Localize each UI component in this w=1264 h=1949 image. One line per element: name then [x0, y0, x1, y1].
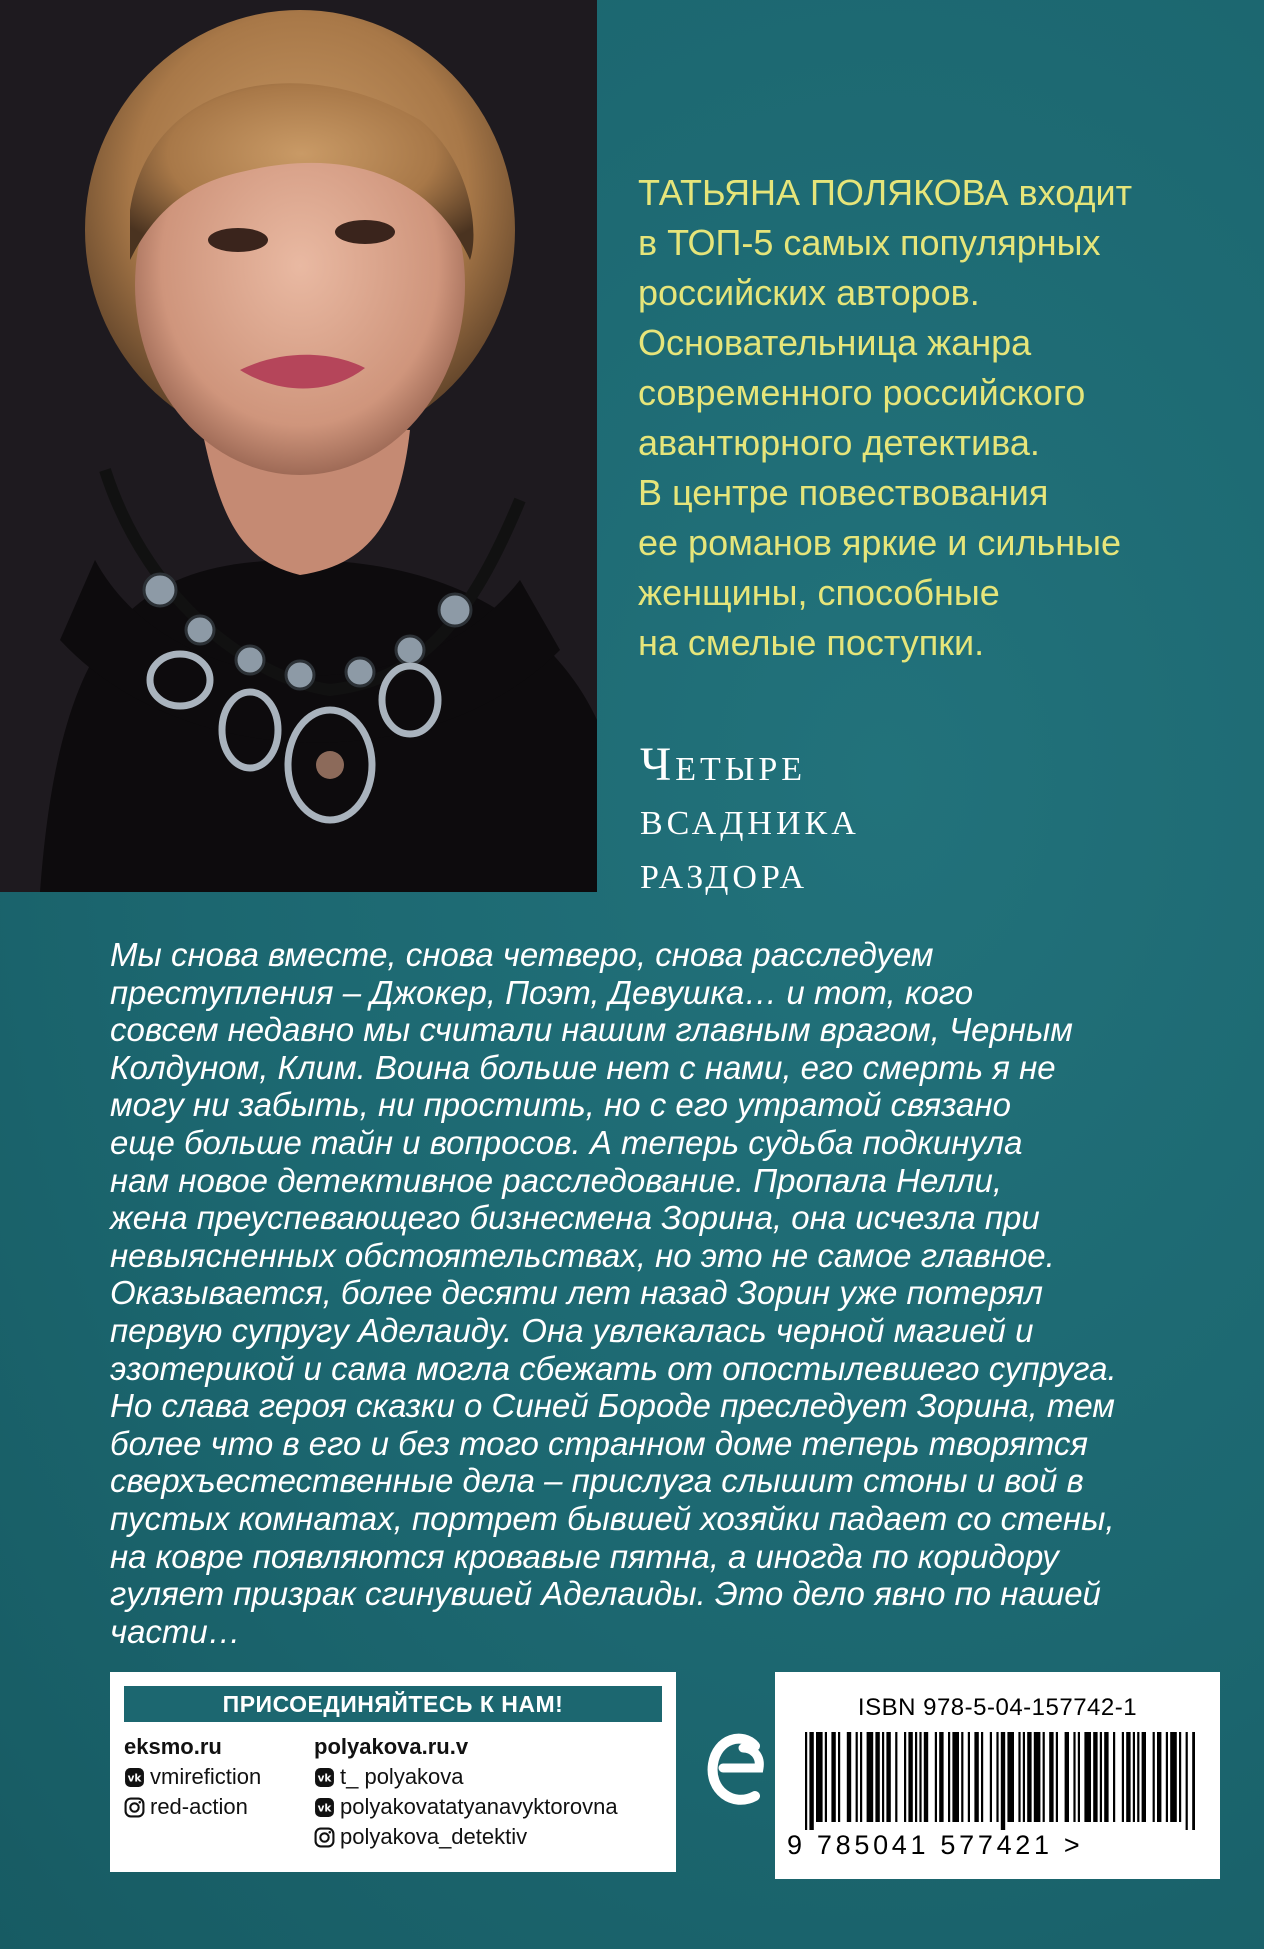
- barcode-bar: [860, 1732, 862, 1822]
- barcode-bar: [974, 1732, 978, 1822]
- annotation-line: невыясненных обстоятельствах, но это не самое главное.: [110, 1236, 1055, 1274]
- barcode-bar: [1043, 1732, 1045, 1822]
- annotation-line: гуляет призрак сгинувшей Аделаиды. Это дело явно по нашей: [110, 1575, 1101, 1613]
- barcode-bar: [981, 1732, 983, 1822]
- barcode-bar: [1122, 1732, 1124, 1822]
- barcode-bar: [990, 1732, 992, 1822]
- barcode-bar: [882, 1732, 884, 1822]
- barcode-bar: [838, 1732, 840, 1822]
- annotation-line: более что в его и без того странном доме теперь творятся: [110, 1424, 1088, 1462]
- eksmo-logo-icon: [703, 1718, 773, 1818]
- barcode-bar: [961, 1732, 963, 1822]
- social-link[interactable]: [124, 1792, 314, 1822]
- social-link-text: t_ polyakova: [340, 1764, 464, 1789]
- social-column-publisher: [124, 1732, 314, 1852]
- title-line: раздора: [640, 846, 809, 899]
- social-link-text: polyakova_detektiv: [340, 1824, 528, 1849]
- svg-text:vk: vk: [317, 1772, 332, 1785]
- barcode-bar: [996, 1732, 998, 1822]
- publisher-site-link[interactable]: eksmo.ru: [124, 1734, 222, 1759]
- annotation-line: Оказывается, более десяти лет назад Зорин уже потерял: [110, 1274, 1044, 1312]
- barcode-bar: [924, 1732, 928, 1822]
- annotation-line: жена преуспевающего бизнесмена Зорина, она исчезла при: [110, 1199, 1040, 1237]
- annotation-line: Колдуном, Клим. Воина больше нет с нами, его смерть я не: [110, 1048, 1056, 1086]
- title-line: Четыре: [640, 738, 807, 791]
- barcode-bar: [1084, 1732, 1091, 1822]
- barcode-bar: [1078, 1732, 1080, 1822]
- barcode-bar: [1179, 1732, 1181, 1822]
- blurb-line: В центре повествования: [638, 472, 1049, 513]
- barcode-bar: [1007, 1732, 1014, 1822]
- barcode-bar: [1113, 1732, 1115, 1822]
- barcode-bar: [908, 1732, 912, 1822]
- svg-text:vk: vk: [127, 1772, 142, 1785]
- barcode-bar: [895, 1732, 897, 1822]
- barcode-bar: [1192, 1732, 1195, 1830]
- annotation-line: эзотерикой и сама могла сбежать от опостылевшего супруга.: [110, 1349, 1117, 1387]
- barcode-bar: [952, 1732, 959, 1822]
- barcode-bar: [904, 1732, 906, 1822]
- blurb-line: ее романов яркие и сильные: [638, 522, 1122, 563]
- barcode-bar: [1018, 1732, 1020, 1822]
- barcode-digits: 9 785041 577421 >: [787, 1830, 1084, 1860]
- instagram-icon: [314, 1827, 335, 1848]
- barcode-bar: [1065, 1732, 1069, 1822]
- title-line: всадника: [640, 792, 860, 845]
- annotation-line: совсем недавно мы считали нашим главным врагом, Черным: [110, 1011, 1073, 1049]
- barcode-bar: [1093, 1732, 1097, 1822]
- barcode-bar: [1166, 1732, 1168, 1822]
- barcode-bar: [1133, 1732, 1135, 1822]
- barcode-bar: [1126, 1732, 1130, 1822]
- barcode-bar: [1137, 1732, 1139, 1822]
- annotation-line: сверхъестественные дела – прислуга слышит стоны и вой в: [110, 1462, 1084, 1500]
- barcode-bar: [1153, 1732, 1155, 1822]
- blurb-line: российских авторов.: [638, 272, 980, 313]
- author-blurb: [638, 168, 1238, 668]
- book-annotation: [110, 936, 1190, 1650]
- blurb-line: ТАТЬЯНА ПОЛЯКОВА входит: [638, 172, 1133, 213]
- annotation-line: первую супругу Аделаиду. Она увлекалась черной магией и: [110, 1311, 1034, 1349]
- barcode-bar: [875, 1732, 879, 1822]
- annotation-line: Но слава героя сказки о Синей Бороде преследует Зорина, тем: [110, 1387, 1115, 1425]
- barcode-bar: [948, 1732, 950, 1822]
- annotation-line: преступления – Джокер, Поэт, Девушка… и тот, кого: [110, 973, 974, 1011]
- instagram-icon: [124, 1797, 145, 1818]
- vk-icon: [124, 1767, 145, 1788]
- annotation-line: нам новое детективное расследование. Пропала Нелли,: [110, 1161, 1002, 1199]
- annotation-line: еще больше тайн и вопросов. А теперь судьба подкинула: [110, 1123, 1023, 1161]
- barcode-bars: [805, 1732, 1195, 1830]
- blurb-line: авантюрного детектива.: [638, 422, 1040, 463]
- author-photo: [0, 0, 597, 892]
- social-link[interactable]: [124, 1762, 314, 1792]
- social-link[interactable]: [314, 1762, 618, 1792]
- barcode-bar: [915, 1732, 917, 1822]
- social-link-text: vmirefiction: [150, 1764, 262, 1789]
- barcode-bar: [886, 1732, 890, 1822]
- blurb-line: современного российского: [638, 372, 1086, 413]
- barcode-bar: [856, 1732, 858, 1822]
- barcode-bar: [919, 1732, 921, 1822]
- barcode-bar: [831, 1732, 835, 1822]
- barcode-bar: [1142, 1732, 1146, 1822]
- barcode-bar: [1023, 1732, 1025, 1822]
- barcode-bar: [1100, 1732, 1102, 1822]
- book-title: [640, 738, 1240, 900]
- barcode-bar: [809, 1732, 813, 1830]
- barcode-bar: [1049, 1732, 1053, 1822]
- social-links-box: [110, 1672, 676, 1872]
- barcode-bar: [1027, 1732, 1031, 1822]
- social-link[interactable]: [314, 1822, 618, 1852]
- social-link[interactable]: [314, 1792, 618, 1822]
- barcode-bar: [1157, 1732, 1161, 1822]
- blurb-line: в ТОП-5 самых популярных: [638, 222, 1101, 263]
- barcode-bar: [1056, 1732, 1058, 1822]
- barcode-bar: [1001, 1732, 1005, 1830]
- barcode-bar: [867, 1732, 874, 1822]
- vk-icon: [314, 1797, 335, 1818]
- barcode-bar: [805, 1732, 807, 1830]
- social-link-text: polyakovatatyanavyktorovna: [340, 1794, 618, 1819]
- vk-icon: [314, 1767, 335, 1788]
- annotation-line: пустых комнатах, портрет бывшей хозяйки падает со стены,: [110, 1499, 1115, 1537]
- barcode-bar: [968, 1732, 970, 1822]
- author-site-link[interactable]: polyakova.ru.v: [314, 1734, 469, 1759]
- annotation-line: на ковре появляются кровавые пятна, а иногда по коридору: [110, 1537, 1059, 1575]
- blurb-line: Основательница жанра: [638, 322, 1032, 363]
- barcode-bar: [825, 1732, 827, 1822]
- annotation-line: могу ни забыть, ни простить, но с его утратой связано: [110, 1086, 1011, 1124]
- social-link-text: red-action: [150, 1794, 248, 1819]
- social-column-author: [314, 1732, 618, 1852]
- svg-text:vk: vk: [317, 1802, 332, 1815]
- barcode-bar: [1186, 1732, 1188, 1830]
- barcode-bar: [1104, 1732, 1108, 1822]
- isbn-label: ISBN 978-5-04-157742-1: [857, 1694, 1138, 1721]
- barcode-bar: [1034, 1732, 1041, 1822]
- barcode-bar: [935, 1732, 937, 1822]
- annotation-line: Мы снова вместе, снова четверо, снова расследуем: [110, 936, 934, 973]
- barcode-bar: [939, 1732, 943, 1822]
- blurb-line: на смелые поступки.: [638, 622, 985, 663]
- annotation-line: части…: [110, 1612, 241, 1650]
- barcode-bar: [816, 1732, 823, 1822]
- barcode-bar: [847, 1732, 851, 1822]
- join-us-banner: ПРИСОЕДИНЯЙТЕСЬ К НАМ!: [124, 1686, 662, 1722]
- blurb-line: женщины, способные: [638, 572, 1000, 613]
- isbn-barcode: [775, 1672, 1220, 1879]
- barcode-bar: [1170, 1732, 1177, 1822]
- barcode-bar: [1073, 1732, 1075, 1822]
